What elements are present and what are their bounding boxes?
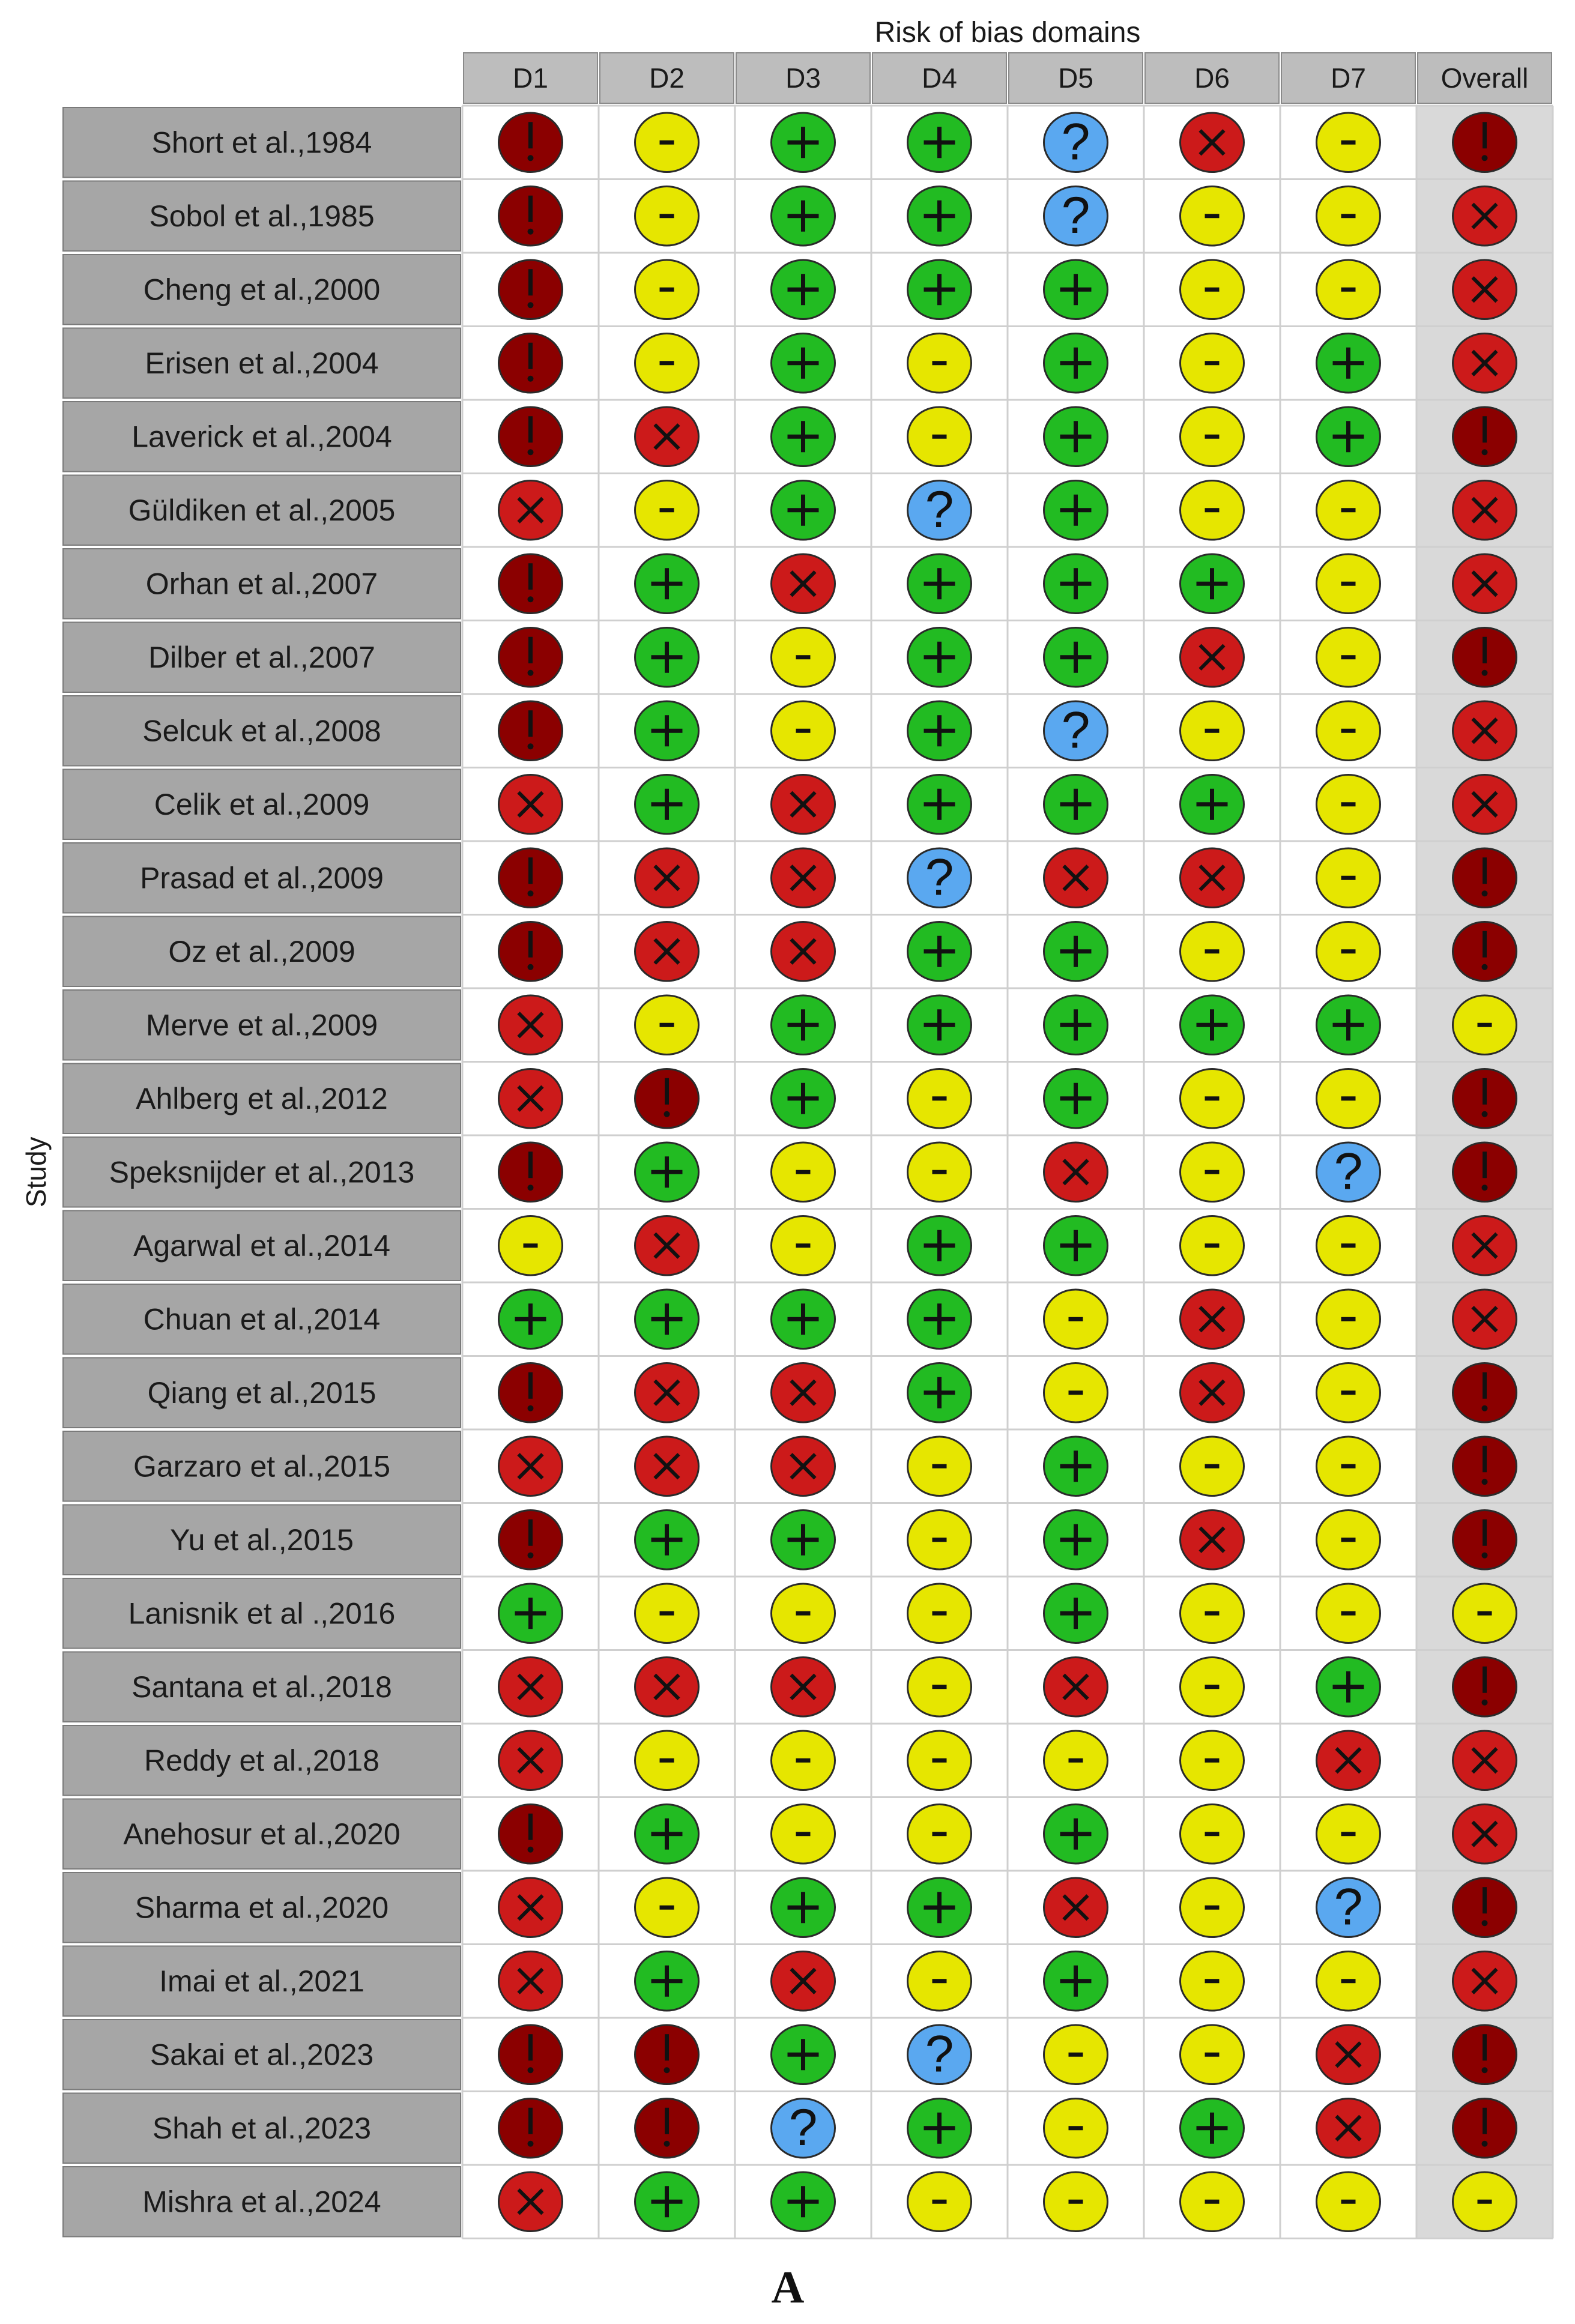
column-header-d5: D5 [1058, 62, 1093, 94]
study-label: Garzaro et al.,2015 [133, 1449, 391, 1483]
exclamation-icon [528, 2067, 534, 2073]
exclamation-icon [664, 2067, 670, 2073]
study-label: Short et al.,1984 [151, 125, 372, 160]
study-label: Yu et al.,2015 [170, 1523, 354, 1557]
exclamation-icon [1482, 890, 1488, 896]
exclamation-icon [528, 964, 534, 970]
exclamation-icon [528, 1847, 534, 1853]
exclamation-icon [1482, 1553, 1488, 1559]
study-label: Sakai et al.,2023 [150, 2038, 374, 2072]
exclamation-icon [528, 1185, 534, 1191]
exclamation-icon [528, 890, 534, 896]
question-icon: ? [1061, 186, 1090, 244]
y-axis-label: Study [20, 1136, 52, 1208]
question-icon: ? [925, 2025, 954, 2083]
exclamation-icon [1482, 1920, 1488, 1926]
exclamation-icon [1482, 155, 1488, 161]
exclamation-icon [528, 2141, 534, 2147]
exclamation-icon [528, 302, 534, 308]
study-label: Santana et al.,2018 [132, 1670, 392, 1704]
exclamation-icon [1482, 1111, 1488, 1117]
study-label: Qiang et al.,2015 [147, 1375, 376, 1410]
exclamation-icon [1482, 2067, 1488, 2073]
study-label: Speksnijder et al.,2013 [109, 1155, 415, 1189]
column-header-d4: D4 [922, 62, 957, 94]
study-label: Shah et al.,2023 [152, 2111, 372, 2145]
study-label: Orhan et al.,2007 [145, 567, 378, 601]
study-label: Laverick et al.,2004 [132, 420, 392, 454]
exclamation-icon [1482, 670, 1488, 676]
study-label: Anehosur et al.,2020 [123, 1817, 401, 1851]
study-label: Imai et al.,2021 [159, 1964, 364, 1998]
question-icon: ? [1061, 113, 1090, 171]
column-header-d3: D3 [785, 62, 821, 94]
study-label: Mishra et al.,2024 [142, 2185, 381, 2219]
study-label: Güldiken et al.,2005 [128, 493, 396, 527]
exclamation-icon [1482, 2141, 1488, 2147]
exclamation-icon [528, 743, 534, 749]
study-label: Sharma et al.,2020 [135, 1891, 389, 1925]
study-label: Merve et al.,2009 [145, 1008, 378, 1042]
question-icon: ? [788, 2098, 818, 2156]
exclamation-icon [528, 155, 534, 161]
question-icon: ? [1061, 701, 1090, 759]
study-label: Chuan et al.,2014 [143, 1302, 381, 1336]
exclamation-icon [528, 1405, 534, 1411]
exclamation-icon [1482, 1700, 1488, 1706]
column-header-d2: D2 [649, 62, 685, 94]
study-label: Selcuk et al.,2008 [142, 714, 381, 748]
study-label: Agarwal et al.,2014 [133, 1228, 391, 1263]
question-icon: ? [1334, 1878, 1363, 1936]
question-icon: ? [1334, 1142, 1363, 1201]
study-label: Prasad et al.,2009 [140, 861, 384, 895]
exclamation-icon [1482, 1479, 1488, 1485]
column-header-overall: Overall [1440, 62, 1529, 94]
exclamation-icon [664, 2141, 670, 2147]
exclamation-icon [528, 229, 534, 235]
question-icon: ? [925, 848, 954, 907]
exclamation-icon [528, 596, 534, 602]
study-label: Lanisnik et al .,2016 [128, 1596, 396, 1631]
chart-title: Risk of bias domains [874, 17, 1141, 49]
study-label: Ahlberg et al.,2012 [136, 1081, 388, 1115]
column-header-d1: D1 [513, 62, 548, 94]
exclamation-icon [528, 449, 534, 455]
exclamation-icon [528, 670, 534, 676]
study-label: Cheng et al.,2000 [143, 273, 381, 307]
column-header-d7: D7 [1331, 62, 1366, 94]
exclamation-icon [1482, 1405, 1488, 1411]
study-label: Sobol et al.,1985 [149, 199, 375, 233]
exclamation-icon [664, 1111, 670, 1117]
study-label: Reddy et al.,2018 [144, 1743, 379, 1778]
study-label: Celik et al.,2009 [154, 787, 370, 821]
question-icon: ? [925, 480, 954, 539]
study-label: Dilber et al.,2007 [148, 640, 376, 674]
column-header-d6: D6 [1194, 62, 1230, 94]
study-label: Oz et al.,2009 [168, 934, 355, 968]
exclamation-icon [528, 1553, 534, 1559]
exclamation-icon [1482, 449, 1488, 455]
exclamation-icon [528, 376, 534, 382]
panel-label: A [771, 2262, 805, 2313]
study-label: Erisen et al.,2004 [145, 346, 379, 380]
exclamation-icon [1482, 1185, 1488, 1191]
exclamation-icon [1482, 964, 1488, 970]
